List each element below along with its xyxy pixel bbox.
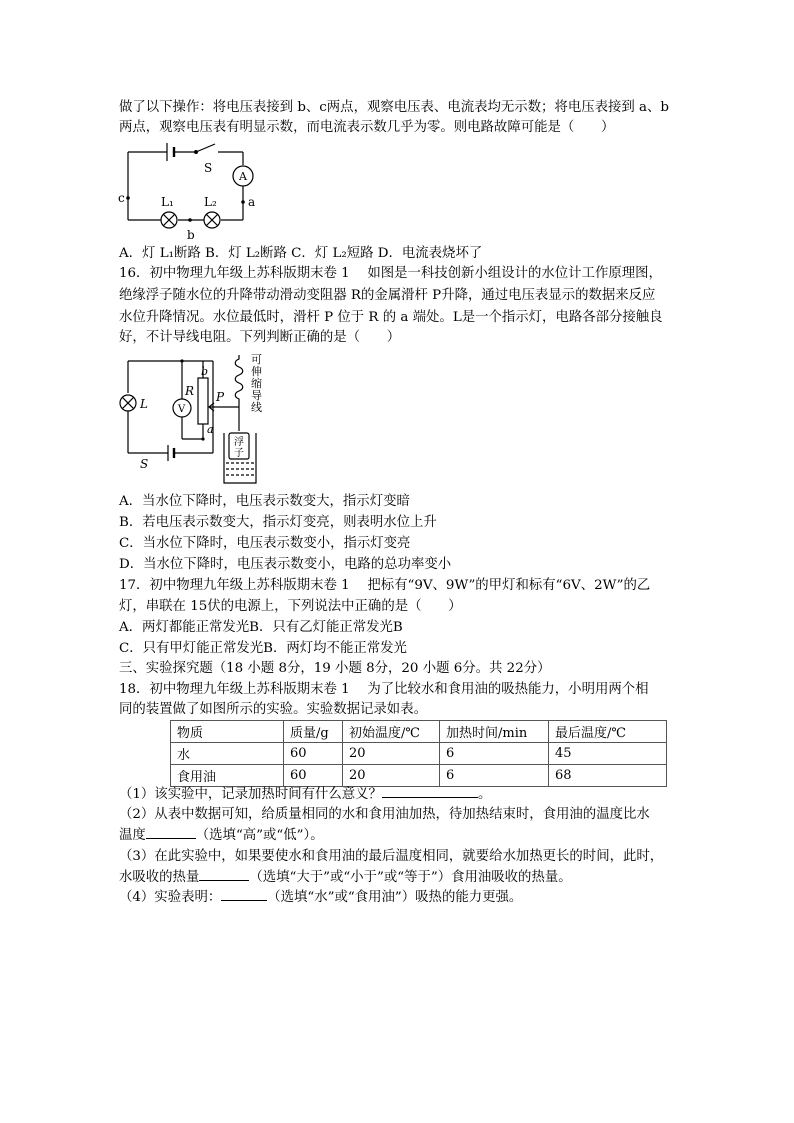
q18-sub3-line-1: （3）在此实验中，如果要使水和食用油的最后温度相同，就要给水加热更长的时间，此时， [119, 849, 664, 864]
q18-sub4 [119, 888, 522, 908]
table-row [171, 743, 667, 765]
wire-label-4: 导 [251, 389, 262, 402]
table-header-cell: 质量/g [284, 721, 343, 743]
end-b-label: b [201, 365, 209, 378]
q18-sub2-line-1: （2）从表中数据可知，给质量相同的水和食用油加热，待加热结束时，食用油的温度比水 [119, 807, 650, 822]
q18-sub3-end: （选填“大于”或“小于”或“等于”）食用油吸收的热量。 [249, 870, 572, 885]
wire-label-3: 缩 [251, 377, 262, 390]
table-header-row [171, 721, 667, 743]
q18-sub2-line-2 [119, 826, 324, 846]
q16-line-4: 好，不计导线电阻。下列判断正确的是（ ） [119, 330, 401, 345]
table-cell: 45 [549, 743, 667, 765]
table-header-cell: 加热时间/min [440, 721, 549, 743]
q18-sub1-text: （1）该实验中，记录加热时间有什么意义？ [119, 787, 382, 802]
q18-sub1 [119, 785, 491, 805]
table-cell: 68 [549, 765, 667, 787]
answer-blank-1[interactable] [382, 785, 478, 798]
float-label-1: 浮 [234, 437, 244, 448]
q15-options: A．灯 L₁断路 B．灯 L₂断路 C．灯 L₂短路 D．电流表烧坏了 [119, 246, 483, 261]
node-c-label: c [118, 191, 125, 205]
q16-line-2: 绝缘浮子随水位的升降带动滑动变阻器 R的金属滑杆 P升降，通过电压表显示的数据来反应 [119, 288, 656, 303]
table-cell: 60 [284, 743, 343, 765]
wire-label-5: 线 [251, 401, 262, 414]
float-label-2: 子 [234, 448, 244, 459]
end-a-label: a [207, 423, 214, 436]
q17-options-1: A．两灯都能正常发光B．只有乙灯能正常发光B [119, 620, 403, 635]
table-header-cell: 物质 [171, 721, 284, 743]
wire-label-2: 伸 [251, 365, 262, 378]
q15-switch-label: S [204, 161, 213, 175]
table-cell: 6 [440, 743, 549, 765]
ammeter-label: A [239, 170, 247, 183]
lamp-l1-label: L₁ [161, 195, 174, 209]
answer-blank-4[interactable] [221, 888, 267, 901]
q16-option-d: D．当水位下降时，电压表示数变小，电路的总功率变小 [119, 557, 452, 572]
q16-line-1: 16．初中物理九年级上苏科版期末卷 1 如图是一科技创新小组设计的水位计工作原理图， [119, 266, 662, 281]
table-cell: 60 [284, 765, 343, 787]
wire-label-1: 可 [251, 353, 262, 366]
lamp-label: L [140, 397, 148, 411]
q18-sub4-end: （选填“水”或“食用油”）吸热的能力更强。 [267, 890, 523, 905]
q18-line-2: 同的装置做了如图所示的实验。实验数据记录如表。 [119, 702, 427, 717]
lamp-l2-label: L₂ [204, 195, 217, 209]
q16-circuit-diagram [118, 353, 278, 488]
section-3-heading: 三、实验探究题（18 小题 8分，19 小题 8分，20 小题 6分。共 22分） [119, 661, 551, 676]
q18-sub1-end: 。 [477, 787, 492, 802]
q16-option-b: B．若电压表示数变大，指示灯变亮，则表明水位上升 [119, 515, 437, 530]
q18-sub4-text: （4）实验表明： [119, 890, 222, 905]
q18-line-1: 18．初中物理九年级上苏科版期末卷 1 为了比较水和食用油的吸热能力，小明用两个相 [119, 682, 649, 697]
table-cell: 水 [171, 743, 284, 765]
table-cell: 20 [343, 743, 440, 765]
q18-sub3-text: 水吸收的热量 [119, 870, 200, 885]
q18-sub3-line-2 [119, 868, 572, 888]
answer-blank-3[interactable] [199, 868, 249, 881]
table-header-cell: 初始温度/℃ [343, 721, 440, 743]
table-header-cell: 最后温度/℃ [549, 721, 667, 743]
answer-blank-2[interactable] [146, 826, 196, 839]
node-c-dot [126, 196, 130, 200]
q15-circuit-diagram [115, 140, 265, 245]
q16-option-a: A．当水位下降时，电压表示数变大，指示灯变暗 [119, 494, 410, 509]
table-row [171, 765, 667, 787]
slider-label: P [216, 390, 225, 404]
experiment-data-table [170, 720, 667, 787]
node-a-dot [241, 200, 245, 204]
q16-line-3: 水位升降情况。水位最低时，滑杆 P 位于 R 的 a 端处。L是一个指示灯，电路各部分接触良 [119, 310, 663, 325]
q15-line-2: 两点，观察电压表有明显示数，而电流表示数几乎为零。则电路故障可能是（ ） [119, 120, 615, 135]
voltmeter-label: V [178, 404, 186, 415]
q17-options-2: C．只有甲灯能正常发光B．两灯均不能正常发光 [119, 641, 407, 656]
spring-wire [235, 355, 243, 407]
table-cell: 20 [343, 765, 440, 787]
q17-line-2: 灯，串联在 15伏的电源上，下列说法中正确的是（ ） [119, 599, 462, 614]
q16-option-c: C．当水位下降时，电压表示数变小，指示灯变亮 [119, 536, 411, 551]
q18-sub2-text: 温度 [119, 828, 146, 843]
table-cell: 6 [440, 765, 549, 787]
q18-sub2-end: （选填“高”或“低”）。 [195, 828, 324, 843]
node-b-dot [188, 218, 192, 222]
table-cell: 食用油 [171, 765, 284, 787]
rheostat-body [198, 378, 208, 424]
q15-line-1: 做了以下操作：将电压表接到 b、c两点，观察电压表、电流表均无示数；将电压表接到 a、b [119, 100, 669, 115]
q15-switch-blade [196, 144, 215, 152]
switch-label: S [140, 457, 149, 471]
q17-line-1: 17．初中物理九年级上苏科版期末卷 1 把标有“9V、9W”的甲灯和标有“6V、2W”的乙 [119, 578, 651, 593]
node-b-label: b [187, 228, 195, 242]
node-a-label: a [248, 195, 256, 209]
rheostat-label: R [185, 384, 195, 398]
